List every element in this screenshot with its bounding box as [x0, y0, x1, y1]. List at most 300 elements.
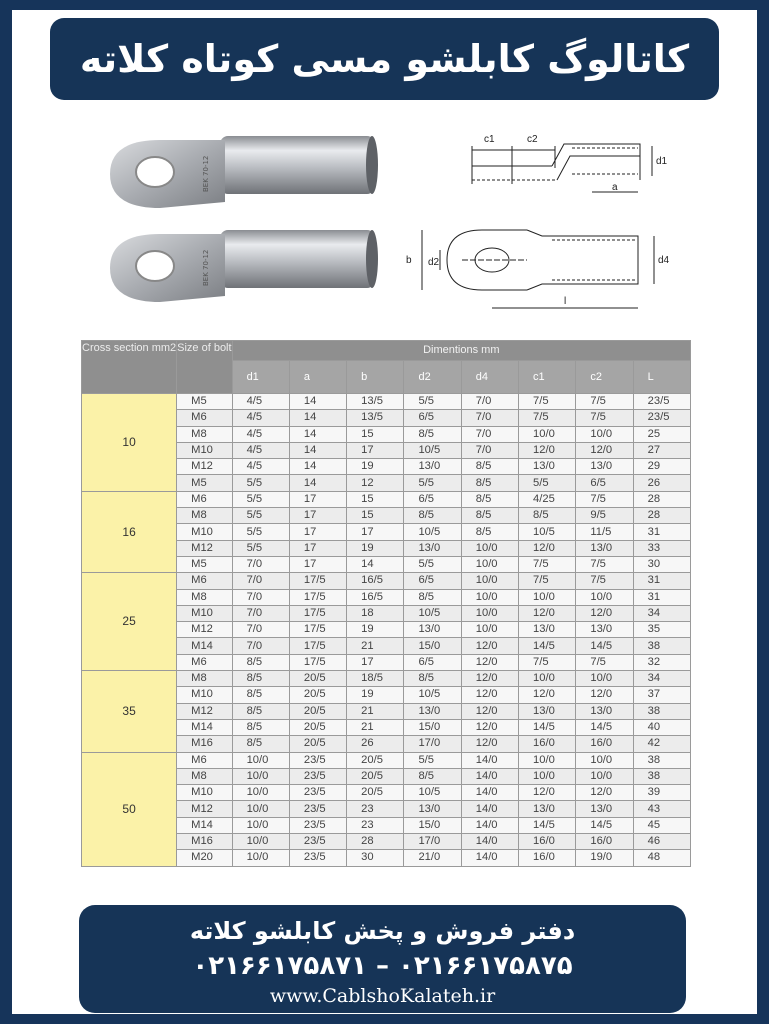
value-cell: 8/5	[232, 687, 289, 703]
value-cell: 14/0	[461, 850, 518, 866]
value-cell: 6/5	[576, 475, 633, 491]
value-cell: 13/0	[576, 703, 633, 719]
value-cell: 17	[289, 491, 346, 507]
footer-banner	[79, 905, 686, 1013]
value-cell: 13/0	[519, 459, 576, 475]
top-view	[422, 230, 654, 308]
value-cell: 7/0	[461, 394, 518, 410]
value-cell: 6/5	[404, 410, 461, 426]
value-cell: 14/0	[461, 752, 518, 768]
value-cell: 43	[633, 801, 690, 817]
value-cell: 38	[633, 768, 690, 784]
value-cell: 10/0	[461, 540, 518, 556]
value-cell: 23/5	[633, 410, 690, 426]
value-cell: 13/0	[519, 801, 576, 817]
value-cell: 17	[347, 654, 404, 670]
bolt-cell: M12	[177, 622, 232, 638]
value-cell: 20/5	[289, 687, 346, 703]
value-cell: 21/0	[404, 850, 461, 866]
value-cell: 14/5	[519, 638, 576, 654]
office-name: دفتر فروش و پخش کابلشو کلاته	[189, 917, 576, 945]
value-cell: 31	[633, 573, 690, 589]
value-cell: 40	[633, 719, 690, 735]
lug-top	[110, 136, 378, 208]
value-cell: 14/0	[461, 768, 518, 784]
value-cell: 21	[347, 638, 404, 654]
page-title: کاتالوگ کابلشو مسی کوتاه کلاته	[79, 37, 690, 81]
label-b: b	[406, 255, 412, 266]
column-header-c1: c1	[519, 361, 576, 394]
value-cell: 10/0	[232, 850, 289, 866]
value-cell: 23/5	[289, 752, 346, 768]
value-cell: 31	[633, 589, 690, 605]
value-cell: 12	[347, 475, 404, 491]
cross-section-cell: 25	[82, 573, 177, 671]
value-cell: 30	[633, 556, 690, 572]
bolt-cell: M8	[177, 589, 232, 605]
value-cell: 4/5	[232, 410, 289, 426]
value-cell: 14/5	[576, 817, 633, 833]
value-cell: 28	[633, 491, 690, 507]
value-cell: 10/0	[232, 801, 289, 817]
value-cell: 8/5	[404, 426, 461, 442]
value-cell: 20/5	[347, 768, 404, 784]
value-cell: 15/0	[404, 638, 461, 654]
value-cell: 8/5	[461, 459, 518, 475]
bolt-cell: M12	[177, 459, 232, 475]
bolt-cell: M20	[177, 850, 232, 866]
value-cell: 30	[347, 850, 404, 866]
column-header-d1: d1	[232, 361, 289, 394]
value-cell: 10/0	[461, 622, 518, 638]
bolt-cell: M14	[177, 638, 232, 654]
value-cell: 13/0	[519, 703, 576, 719]
value-cell: 13/0	[404, 540, 461, 556]
value-cell: 8/5	[232, 671, 289, 687]
value-cell: 19	[347, 622, 404, 638]
value-cell: 17	[289, 508, 346, 524]
value-cell: 14/0	[461, 817, 518, 833]
value-cell: 12/0	[576, 442, 633, 458]
column-header-c2: c2	[576, 361, 633, 394]
value-cell: 10/5	[404, 605, 461, 621]
value-cell: 10/0	[576, 426, 633, 442]
bolt-cell: M8	[177, 768, 232, 784]
value-cell: 19	[347, 459, 404, 475]
value-cell: 33	[633, 540, 690, 556]
value-cell: 13/0	[404, 622, 461, 638]
value-cell: 7/0	[232, 556, 289, 572]
value-cell: 8/5	[461, 475, 518, 491]
value-cell: 10/0	[576, 589, 633, 605]
value-cell: 7/5	[519, 654, 576, 670]
value-cell: 17/5	[289, 654, 346, 670]
value-cell: 14	[289, 410, 346, 426]
value-cell: 14	[289, 475, 346, 491]
bolt-cell: M5	[177, 475, 232, 491]
value-cell: 14/0	[461, 785, 518, 801]
value-cell: 5/5	[232, 524, 289, 540]
value-cell: 17	[347, 442, 404, 458]
value-cell: 42	[633, 736, 690, 752]
value-cell: 23/5	[289, 850, 346, 866]
table-row	[82, 671, 691, 687]
value-cell: 21	[347, 719, 404, 735]
value-cell: 6/5	[404, 654, 461, 670]
value-cell: 14/5	[519, 719, 576, 735]
value-cell: 14	[289, 442, 346, 458]
value-cell: 17/0	[404, 834, 461, 850]
value-cell: 12/0	[461, 654, 518, 670]
column-header-d4: d4	[461, 361, 518, 394]
value-cell: 20/5	[347, 752, 404, 768]
column-header-a: a	[289, 361, 346, 394]
value-cell: 7/0	[232, 573, 289, 589]
value-cell: 34	[633, 671, 690, 687]
label-d1: d1	[656, 156, 668, 167]
value-cell: 10/0	[576, 768, 633, 784]
header-bolt-size: Size of bolt	[177, 341, 232, 394]
value-cell: 12/0	[519, 687, 576, 703]
value-cell: 20/5	[347, 785, 404, 801]
value-cell: 17	[347, 524, 404, 540]
value-cell: 6/5	[404, 491, 461, 507]
bolt-cell: M6	[177, 654, 232, 670]
value-cell: 10/0	[461, 605, 518, 621]
bolt-cell: M16	[177, 736, 232, 752]
value-cell: 7/0	[232, 605, 289, 621]
value-cell: 12/0	[519, 605, 576, 621]
value-cell: 12/0	[576, 605, 633, 621]
value-cell: 14	[289, 459, 346, 475]
value-cell: 7/5	[576, 654, 633, 670]
value-cell: 14/5	[576, 638, 633, 654]
value-cell: 14/5	[576, 719, 633, 735]
bolt-cell: M6	[177, 410, 232, 426]
value-cell: 13/0	[576, 540, 633, 556]
value-cell: 39	[633, 785, 690, 801]
value-cell: 5/5	[232, 475, 289, 491]
value-cell: 12/0	[461, 736, 518, 752]
value-cell: 13/5	[347, 410, 404, 426]
value-cell: 10/0	[232, 768, 289, 784]
bolt-cell: M12	[177, 703, 232, 719]
value-cell: 16/5	[347, 589, 404, 605]
value-cell: 17/5	[289, 622, 346, 638]
value-cell: 12/0	[519, 785, 576, 801]
value-cell: 7/5	[576, 394, 633, 410]
value-cell: 12/0	[461, 703, 518, 719]
bolt-cell: M10	[177, 605, 232, 621]
value-cell: 23/5	[633, 394, 690, 410]
value-cell: 14	[289, 394, 346, 410]
value-cell: 13/0	[576, 622, 633, 638]
value-cell: 5/5	[232, 540, 289, 556]
value-cell: 48	[633, 850, 690, 866]
table-row	[82, 752, 691, 768]
bolt-cell: M8	[177, 426, 232, 442]
label-c2: c2	[527, 134, 538, 145]
bolt-cell: M6	[177, 491, 232, 507]
column-header-b: b	[347, 361, 404, 394]
value-cell: 12/0	[519, 442, 576, 458]
value-cell: 7/5	[519, 394, 576, 410]
value-cell: 20/5	[289, 736, 346, 752]
value-cell: 5/5	[404, 752, 461, 768]
table-row	[82, 491, 691, 507]
header-cross-section: Cross section mm2	[82, 341, 177, 394]
value-cell: 10/0	[519, 426, 576, 442]
bolt-cell: M5	[177, 556, 232, 572]
value-cell: 16/0	[519, 736, 576, 752]
value-cell: 34	[633, 605, 690, 621]
value-cell: 10/5	[404, 785, 461, 801]
value-cell: 25	[633, 426, 690, 442]
value-cell: 12/0	[461, 687, 518, 703]
label-c1: c1	[484, 134, 495, 145]
value-cell: 10/0	[519, 671, 576, 687]
value-cell: 17	[289, 556, 346, 572]
value-cell: 8/5	[461, 524, 518, 540]
bolt-cell: M6	[177, 752, 232, 768]
value-cell: 13/5	[347, 394, 404, 410]
value-cell: 13/0	[576, 459, 633, 475]
value-cell: 7/5	[576, 573, 633, 589]
value-cell: 10/0	[519, 752, 576, 768]
value-cell: 7/5	[576, 410, 633, 426]
value-cell: 4/5	[232, 459, 289, 475]
value-cell: 7/0	[232, 638, 289, 654]
value-cell: 14	[347, 556, 404, 572]
header-dimensions: Dimentions mm	[232, 341, 690, 361]
value-cell: 12/0	[519, 540, 576, 556]
value-cell: 7/5	[519, 573, 576, 589]
bolt-cell: M8	[177, 671, 232, 687]
value-cell: 14/0	[461, 801, 518, 817]
value-cell: 31	[633, 524, 690, 540]
table-row	[82, 394, 691, 410]
label-a: a	[612, 182, 618, 193]
value-cell: 20/5	[289, 703, 346, 719]
value-cell: 28	[633, 508, 690, 524]
value-cell: 17/5	[289, 589, 346, 605]
value-cell: 16/0	[576, 736, 633, 752]
label-d4: d4	[658, 255, 670, 266]
value-cell: 32	[633, 654, 690, 670]
value-cell: 8/5	[461, 491, 518, 507]
bolt-cell: M8	[177, 508, 232, 524]
value-cell: 7/5	[519, 410, 576, 426]
cross-section-cell: 10	[82, 394, 177, 492]
value-cell: 8/5	[404, 508, 461, 524]
value-cell: 12/0	[461, 719, 518, 735]
value-cell: 19/0	[576, 850, 633, 866]
value-cell: 27	[633, 442, 690, 458]
value-cell: 8/5	[461, 508, 518, 524]
value-cell: 9/5	[576, 508, 633, 524]
value-cell: 5/5	[404, 556, 461, 572]
value-cell: 23/5	[289, 785, 346, 801]
value-cell: 13/0	[519, 622, 576, 638]
technical-drawing	[392, 118, 692, 318]
cross-section-cell: 16	[82, 491, 177, 572]
value-cell: 5/5	[404, 394, 461, 410]
value-cell: 10/5	[404, 687, 461, 703]
value-cell: 38	[633, 703, 690, 719]
lug-stamp-bottom: BEK 70-12	[202, 249, 210, 286]
value-cell: 10/0	[519, 589, 576, 605]
value-cell: 23/5	[289, 768, 346, 784]
bolt-cell: M10	[177, 785, 232, 801]
value-cell: 10/0	[232, 817, 289, 833]
value-cell: 38	[633, 638, 690, 654]
value-cell: 45	[633, 817, 690, 833]
lug-bottom	[110, 230, 378, 302]
value-cell: 17/5	[289, 638, 346, 654]
value-cell: 10/5	[404, 524, 461, 540]
bolt-cell: M14	[177, 817, 232, 833]
value-cell: 10/5	[519, 524, 576, 540]
value-cell: 5/5	[519, 475, 576, 491]
value-cell: 15/0	[404, 719, 461, 735]
value-cell: 10/0	[576, 752, 633, 768]
value-cell: 11/5	[576, 524, 633, 540]
value-cell: 5/5	[232, 491, 289, 507]
value-cell: 8/5	[404, 589, 461, 605]
value-cell: 10/0	[519, 768, 576, 784]
cross-section-cell: 50	[82, 752, 177, 866]
bolt-cell: M10	[177, 524, 232, 540]
value-cell: 7/5	[576, 491, 633, 507]
value-cell: 4/5	[232, 426, 289, 442]
value-cell: 16/0	[519, 850, 576, 866]
value-cell: 8/5	[232, 654, 289, 670]
value-cell: 26	[633, 475, 690, 491]
value-cell: 10/0	[576, 671, 633, 687]
value-cell: 38	[633, 752, 690, 768]
value-cell: 7/0	[461, 410, 518, 426]
value-cell: 10/0	[461, 573, 518, 589]
value-cell: 23/5	[289, 834, 346, 850]
value-cell: 17	[289, 524, 346, 540]
value-cell: 19	[347, 540, 404, 556]
value-cell: 7/5	[519, 556, 576, 572]
value-cell: 13/0	[404, 703, 461, 719]
bolt-cell: M12	[177, 801, 232, 817]
value-cell: 16/5	[347, 573, 404, 589]
value-cell: 10/0	[461, 556, 518, 572]
value-cell: 10/0	[232, 834, 289, 850]
value-cell: 15	[347, 491, 404, 507]
value-cell: 6/5	[404, 573, 461, 589]
value-cell: 29	[633, 459, 690, 475]
side-view	[472, 144, 652, 192]
value-cell: 5/5	[232, 508, 289, 524]
value-cell: 15/0	[404, 817, 461, 833]
value-cell: 12/0	[576, 785, 633, 801]
value-cell: 15	[347, 426, 404, 442]
value-cell: 15	[347, 508, 404, 524]
value-cell: 5/5	[404, 475, 461, 491]
value-cell: 8/5	[519, 508, 576, 524]
value-cell: 12/0	[461, 638, 518, 654]
value-cell: 8/5	[404, 671, 461, 687]
value-cell: 35	[633, 622, 690, 638]
value-cell: 23	[347, 801, 404, 817]
label-l: l	[564, 296, 567, 307]
bolt-cell: M10	[177, 687, 232, 703]
value-cell: 14/5	[519, 817, 576, 833]
value-cell: 7/0	[232, 622, 289, 638]
value-cell: 13/0	[404, 801, 461, 817]
value-cell: 17/0	[404, 736, 461, 752]
value-cell: 10/5	[404, 442, 461, 458]
value-cell: 8/5	[232, 736, 289, 752]
bolt-cell: M6	[177, 573, 232, 589]
value-cell: 7/5	[576, 556, 633, 572]
value-cell: 8/5	[232, 703, 289, 719]
bolt-cell: M14	[177, 719, 232, 735]
value-cell: 8/5	[232, 719, 289, 735]
value-cell: 46	[633, 834, 690, 850]
value-cell: 13/0	[576, 801, 633, 817]
value-cell: 12/0	[461, 671, 518, 687]
website-link[interactable]: www.CablshoKalateh.ir	[269, 985, 496, 1007]
value-cell: 14	[289, 426, 346, 442]
value-cell: 19	[347, 687, 404, 703]
cross-section-cell: 35	[82, 671, 177, 752]
value-cell: 12/0	[576, 687, 633, 703]
value-cell: 4/5	[232, 394, 289, 410]
value-cell: 4/5	[232, 442, 289, 458]
value-cell: 16/0	[519, 834, 576, 850]
table-row	[82, 573, 691, 589]
value-cell: 10/0	[232, 752, 289, 768]
spec-table	[81, 340, 691, 867]
value-cell: 16/0	[576, 834, 633, 850]
column-header-l: L	[633, 361, 690, 394]
value-cell: 20/5	[289, 719, 346, 735]
value-cell: 17/5	[289, 573, 346, 589]
value-cell: 10/0	[232, 785, 289, 801]
column-header-d2: d2	[404, 361, 461, 394]
value-cell: 7/0	[232, 589, 289, 605]
value-cell: 21	[347, 703, 404, 719]
bolt-cell: M16	[177, 834, 232, 850]
lug-stamp-top: BEK 70-12	[202, 155, 210, 192]
value-cell: 23	[347, 817, 404, 833]
value-cell: 7/0	[461, 426, 518, 442]
value-cell: 14/0	[461, 834, 518, 850]
value-cell: 17/5	[289, 605, 346, 621]
value-cell: 10/0	[461, 589, 518, 605]
lug-photo	[100, 122, 390, 322]
bolt-cell: M5	[177, 394, 232, 410]
value-cell: 20/5	[289, 671, 346, 687]
value-cell: 18/5	[347, 671, 404, 687]
value-cell: 17	[289, 540, 346, 556]
phone-numbers: ۰۲۱۶۶۱۷۵۸۷۵ – ۰۲۱۶۶۱۷۵۸۷۱	[192, 951, 573, 981]
value-cell: 13/0	[404, 459, 461, 475]
value-cell: 37	[633, 687, 690, 703]
value-cell: 8/5	[404, 768, 461, 784]
value-cell: 26	[347, 736, 404, 752]
value-cell: 4/25	[519, 491, 576, 507]
value-cell: 7/0	[461, 442, 518, 458]
value-cell: 23/5	[289, 801, 346, 817]
bolt-cell: M10	[177, 442, 232, 458]
value-cell: 18	[347, 605, 404, 621]
